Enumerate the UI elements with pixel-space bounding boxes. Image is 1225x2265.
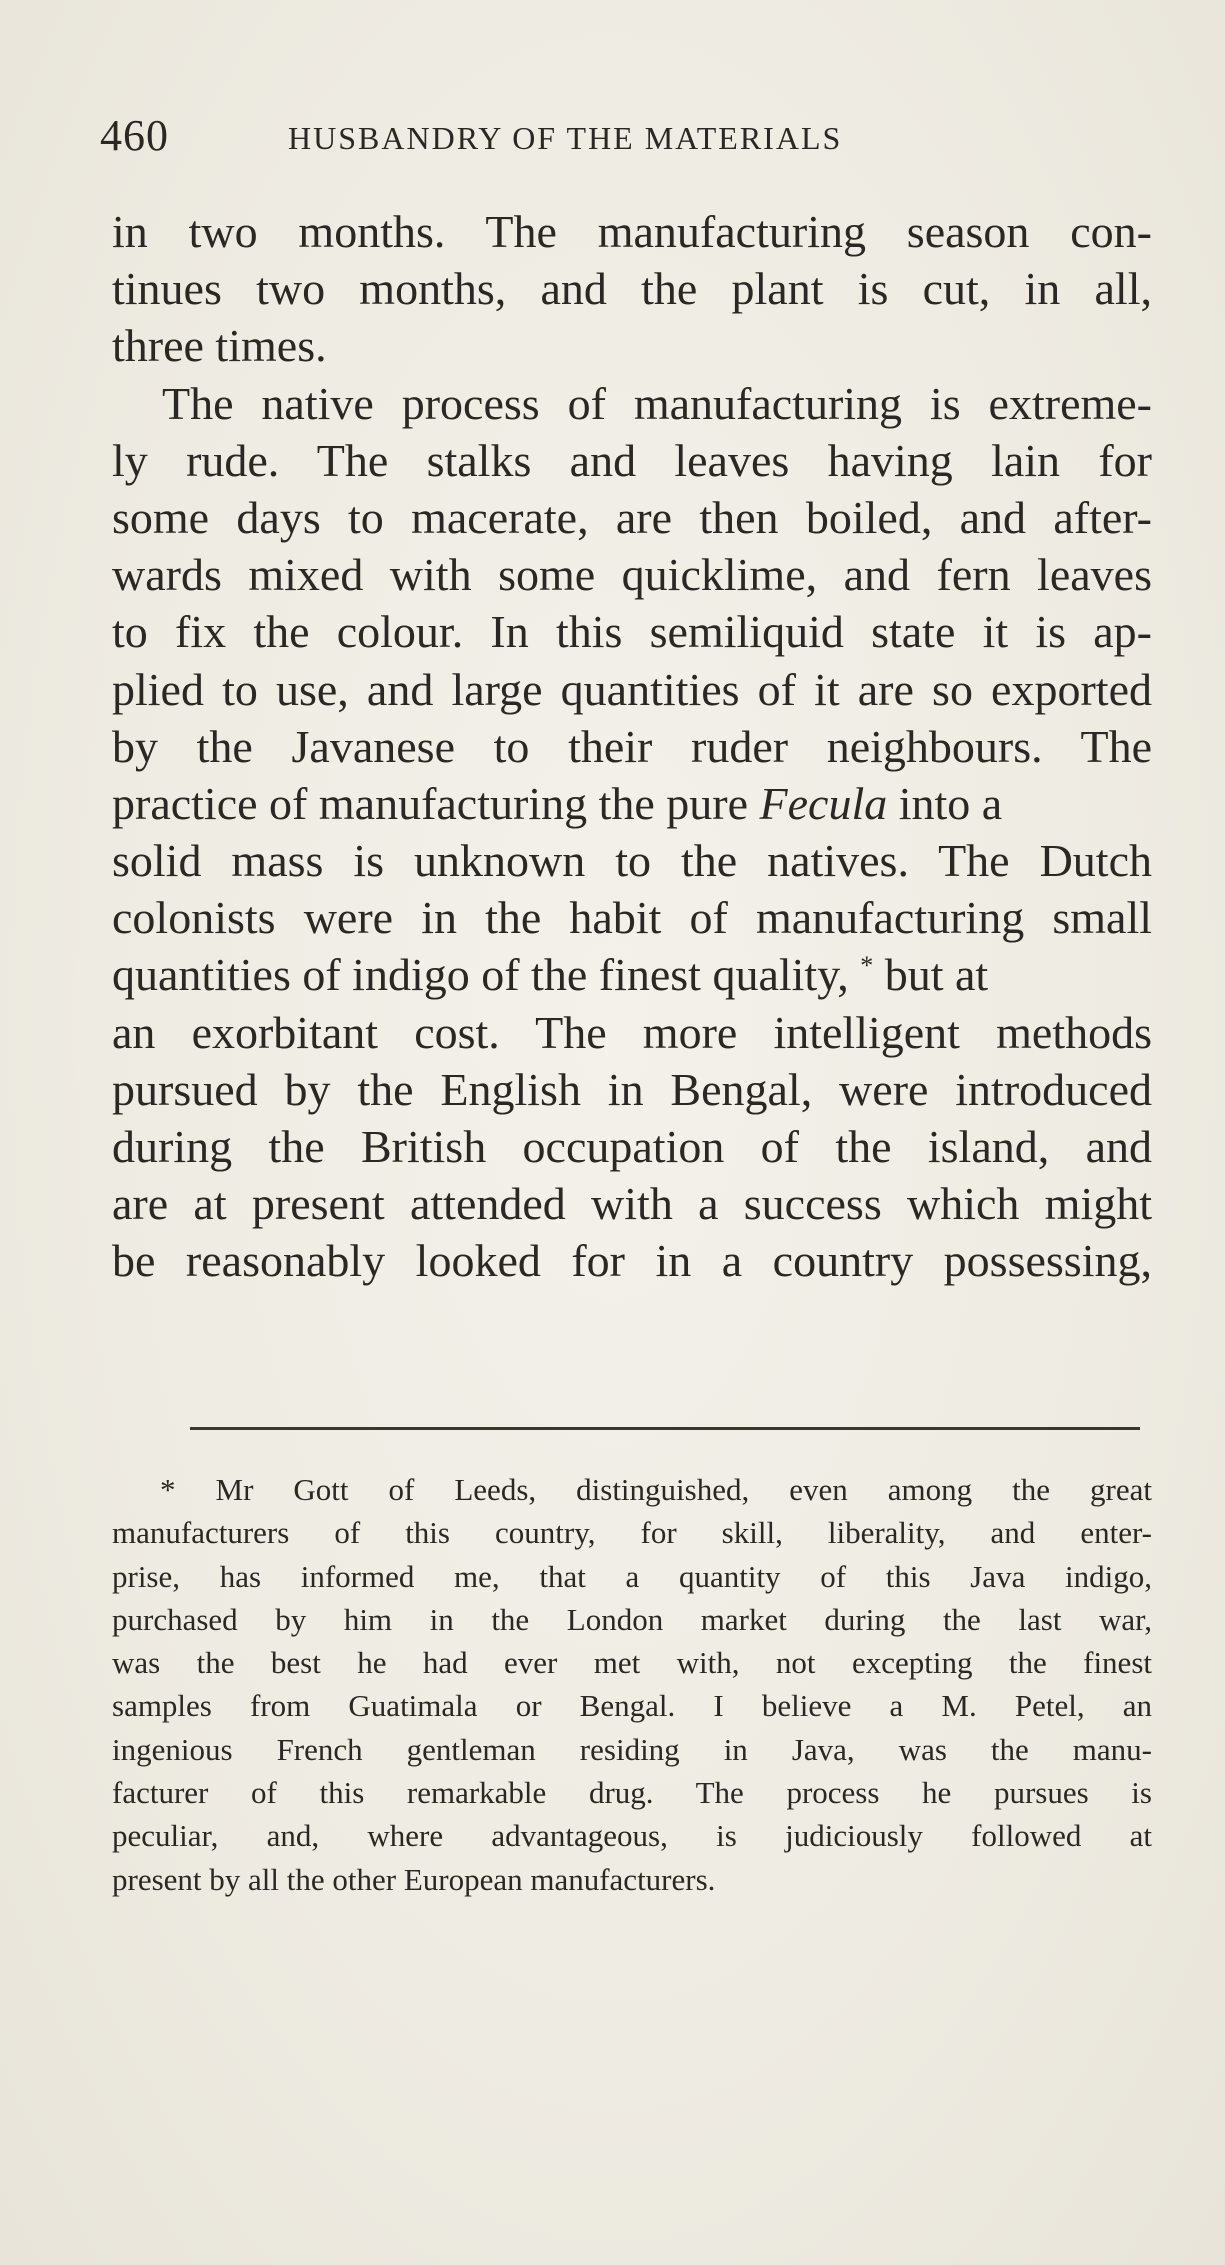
footnote-line: manufacturers of this country, for skill, liberality, and enter- <box>112 1515 1152 1551</box>
footnote <box>112 1468 1152 1901</box>
text-line: during the British occupation of the island, and <box>112 1121 1152 1172</box>
text-line: colonists were in the habit of manufacturing small <box>112 892 1152 944</box>
page-number: 460 <box>100 111 169 160</box>
footnote-line: prise, has informed me, that a quantity of this Java indigo, <box>112 1558 1152 1594</box>
body-text <box>112 203 1152 1290</box>
text-line: wards mixed with some quicklime, and fern leaves <box>112 549 1152 601</box>
page-header <box>100 110 1140 170</box>
text-line: an exorbitant cost. The more intelligent methods <box>112 1006 1152 1058</box>
text-line: plied to use, and large quantities of it are so exported <box>112 663 1152 715</box>
footnote-line: * Mr Gott of Leeds, distinguished, even among the great <box>160 1472 1152 1507</box>
text-segment: into a <box>887 777 1003 829</box>
running-head: HUSBANDRY OF THE MATERIALS <box>288 120 843 156</box>
footnote-divider <box>190 1427 1140 1430</box>
text-segment: practice of manufacturing the pure <box>112 777 760 829</box>
text-line: be reasonably looked for in a country possessing, <box>112 1235 1152 1287</box>
text-line: pursued by the English in Bengal, were introduced <box>112 1063 1152 1115</box>
footnote-line: present by all the other European manufacturers. <box>112 1861 716 1897</box>
text-segment: quantities of indigo of the finest quality, <box>112 949 861 1001</box>
footnote-line: purchased by him in the London market during the last war, <box>112 1601 1152 1637</box>
text-line: to fix the colour. In this semiliquid state it is ap- <box>112 606 1152 658</box>
footnote-marker: * <box>860 951 874 981</box>
footnote-line: ingenious French gentleman residing in Java, was the manu- <box>112 1731 1152 1767</box>
text-line: are at present attended with a success which might <box>112 1178 1152 1230</box>
text-line: some days to macerate, are then boiled, and after- <box>112 491 1152 543</box>
footnote-line: facturer of this remarkable drug. The process he pursues is <box>112 1775 1152 1811</box>
text-line <box>112 946 1152 1003</box>
text-line: The native process of manufacturing is extreme- <box>162 377 1152 429</box>
text-line: three times. <box>112 320 327 372</box>
italic-term-fecula: Fecula <box>759 777 888 829</box>
text-line: solid mass is unknown to the natives. The Dutch <box>112 835 1152 887</box>
text-line: ly rude. The stalks and leaves having lain for <box>112 434 1152 486</box>
footnote-line: was the best he had ever met with, not excepting the finest <box>112 1645 1152 1681</box>
text-segment: but at <box>873 949 989 1001</box>
footnote-line: samples from Guatimala or Bengal. I believe a M. Petel, an <box>112 1688 1152 1724</box>
text-line <box>112 775 1152 832</box>
text-line: by the Javanese to their ruder neighbours. The <box>112 720 1152 772</box>
footnote-line: peculiar, and, where advantageous, is judiciously followed at <box>112 1818 1152 1854</box>
text-line: tinues two months, and the plant is cut, in all, <box>112 263 1152 315</box>
text-line: in two months. The manufacturing season con- <box>112 206 1152 257</box>
